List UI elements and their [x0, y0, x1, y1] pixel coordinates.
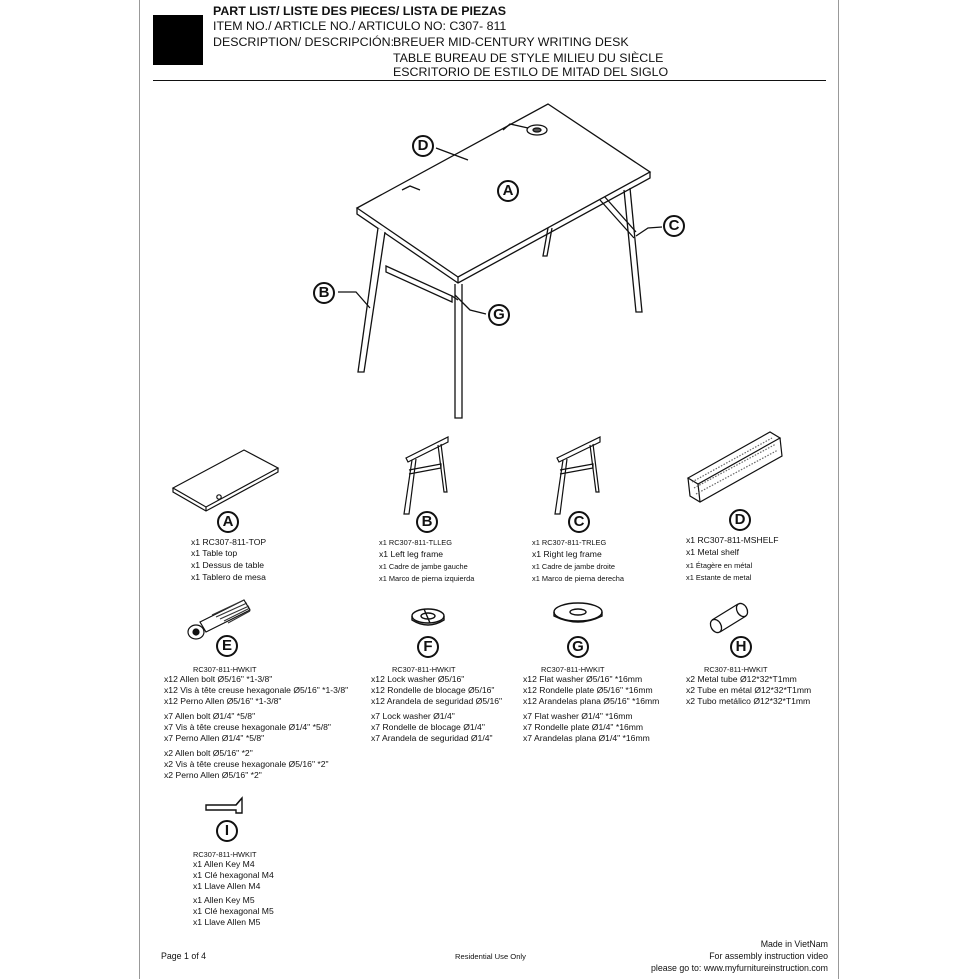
part-e-code: RC307-811-HWKIT — [193, 665, 257, 674]
part-f-line: x12 Rondelle de blocage Ø5/16" — [371, 685, 495, 695]
part-d-label: D — [729, 509, 751, 531]
part-e-line: x2 Perno Allen Ø5/16" *2" — [164, 770, 262, 780]
part-f-line: x12 Arandela de seguridad Ø5/16" — [371, 696, 503, 706]
part-i-line: x1 Llave Allen M4 — [193, 881, 261, 891]
part-g-line: x12 Rondelle plate Ø5/16" *16mm — [523, 685, 653, 695]
part-f-line: x12 Lock washer Ø5/16" — [371, 674, 465, 684]
part-i-key-drawing — [206, 798, 242, 813]
part-f-code: RC307-811-HWKIT — [392, 665, 456, 674]
part-h-line: x2 Tubo metálico Ø12*32*T1mm — [686, 696, 811, 706]
part-a-line: x1 RC307-811-TOP — [191, 537, 267, 547]
part-c-label: C — [568, 511, 590, 533]
part-i-code: RC307-811-HWKIT — [193, 850, 257, 859]
callout-d: D — [412, 135, 434, 157]
part-g-line: x7 Flat washer Ø1/4" *16mm — [523, 711, 633, 721]
part-d-line: x1 RC307-811-MSHELF — [686, 535, 779, 545]
header-title: PART LIST/ LISTE DES PIECES/ LISTA DE PIEZAS — [213, 4, 507, 18]
back-right-leg — [624, 188, 642, 312]
callout-g: G — [488, 304, 510, 326]
part-g-line: x7 Rondelle plate Ø1/4" *16mm — [523, 722, 644, 732]
part-b-line: x1 Cadre de jambe gauche — [379, 562, 468, 571]
part-a-line: x1 Dessus de table — [191, 560, 265, 570]
part-i-line: x1 Llave Allen M5 — [193, 917, 261, 927]
description-fr: TABLE BUREAU DE STYLE MILIEU DU SIÈCLE — [393, 51, 664, 65]
part-b-line: x1 RC307-811-TLLEG — [379, 538, 452, 547]
part-e-line: x7 Vis à tête creuse hexagonale Ø1/4" *5/8" — [164, 722, 331, 732]
part-e-line: x2 Allen bolt Ø5/16" *2" — [164, 748, 253, 758]
part-i-label: I — [216, 820, 238, 842]
part-h-line: x2 Metal tube Ø12*32*T1mm — [686, 674, 797, 684]
front-left-leg — [358, 228, 385, 372]
part-f-washer-drawing — [412, 609, 444, 625]
callout-c: C — [663, 215, 685, 237]
part-h-code: RC307-811-HWKIT — [704, 665, 768, 674]
page-number: Page 1 of 4 — [161, 951, 206, 961]
part-a-line: x1 Tablero de mesa — [191, 572, 266, 582]
part-c-line: x1 RC307-811-TRLEG — [532, 538, 607, 547]
part-i-line: x1 Clé hexagonal M5 — [193, 906, 274, 916]
front-right-leg — [455, 284, 462, 418]
callout-b: B — [313, 282, 335, 304]
part-e-line: x12 Vis à tête creuse hexagonale Ø5/16" *1-3/8" — [164, 685, 349, 695]
part-g-label: G — [567, 636, 589, 658]
part-e-line: x7 Perno Allen Ø1/4" *5/8" — [164, 733, 265, 743]
part-e-line: x12 Allen bolt Ø5/16" *1-3/8" — [164, 674, 273, 684]
part-c-line: x1 Right leg frame — [532, 549, 602, 559]
part-a-label: A — [217, 511, 239, 533]
part-b-leg-drawing — [404, 437, 448, 514]
description-es: ESCRITORIO DE ESTILO DE MITAD DEL SIGLO — [393, 65, 669, 79]
part-e-bolt-drawing — [188, 600, 250, 639]
part-b-line: x1 Left leg frame — [379, 549, 444, 559]
part-c-line: x1 Marco de pierna derecha — [532, 574, 625, 583]
description-label: DESCRIPTION/ DESCRIPCIÓN: — [213, 35, 395, 49]
origin-note: Made in VietNam — [760, 939, 828, 949]
part-i-line: x1 Allen Key M4 — [193, 859, 255, 869]
part-g-line: x12 Arandelas plana Ø5/16" *16mm — [523, 696, 660, 706]
part-f-label: F — [417, 636, 439, 658]
part-f-line: x7 Lock washer Ø1/4" — [371, 711, 455, 721]
part-f-line: x7 Rondelle de blocage Ø1/4" — [371, 722, 485, 732]
part-h-label: H — [730, 636, 752, 658]
part-e-line: x2 Vis à tête creuse hexagonale Ø5/16" *2" — [164, 759, 329, 769]
description-en: BREUER MID-CENTURY WRITING DESK — [393, 35, 629, 49]
part-d-shelf-drawing — [688, 432, 782, 502]
part-b-line: x1 Marco de pierna izquierda — [379, 574, 475, 583]
part-d-line: x1 Estante de metal — [686, 573, 752, 582]
part-g-washer-drawing — [554, 603, 602, 622]
callout-a: A — [497, 180, 519, 202]
part-i-line: x1 Allen Key M5 — [193, 895, 255, 905]
part-c-line: x1 Cadre de jambe droite — [532, 562, 615, 571]
part-c-leg-drawing — [555, 437, 600, 514]
part-f-line: x7 Arandela de seguridad Ø1/4" — [371, 733, 493, 743]
part-a-top-drawing — [173, 450, 278, 507]
part-e-label: E — [216, 635, 238, 657]
part-h-tube-drawing — [708, 601, 750, 634]
part-a-line: x1 Table top — [191, 548, 238, 558]
part-d-line: x1 Étagère en métal — [686, 561, 753, 570]
part-g-line: x12 Flat washer Ø5/16" *16mm — [523, 674, 643, 684]
usage-note: Residential Use Only — [455, 952, 526, 961]
part-h-line: x2 Tube en métal Ø12*32*T1mm — [686, 685, 812, 695]
instruction-url[interactable]: please go to: www.myfurnitureinstruction.com — [651, 963, 828, 973]
video-note: For assembly instruction video — [709, 951, 828, 961]
part-g-line: x7 Arandelas plana Ø1/4" *16mm — [523, 733, 650, 743]
item-number: ITEM NO./ ARTICLE NO./ ARTICULO NO: C307- 811 — [213, 19, 507, 33]
part-i-line: x1 Clé hexagonal M4 — [193, 870, 274, 880]
part-g-code: RC307-811-HWKIT — [541, 665, 605, 674]
part-e-line: x7 Allen bolt Ø1/4" *5/8" — [164, 711, 256, 721]
part-d-line: x1 Metal shelf — [686, 547, 740, 557]
part-b-label: B — [416, 511, 438, 533]
part-e-line: x12 Perno Allen Ø5/16" *1-3/8" — [164, 696, 282, 706]
